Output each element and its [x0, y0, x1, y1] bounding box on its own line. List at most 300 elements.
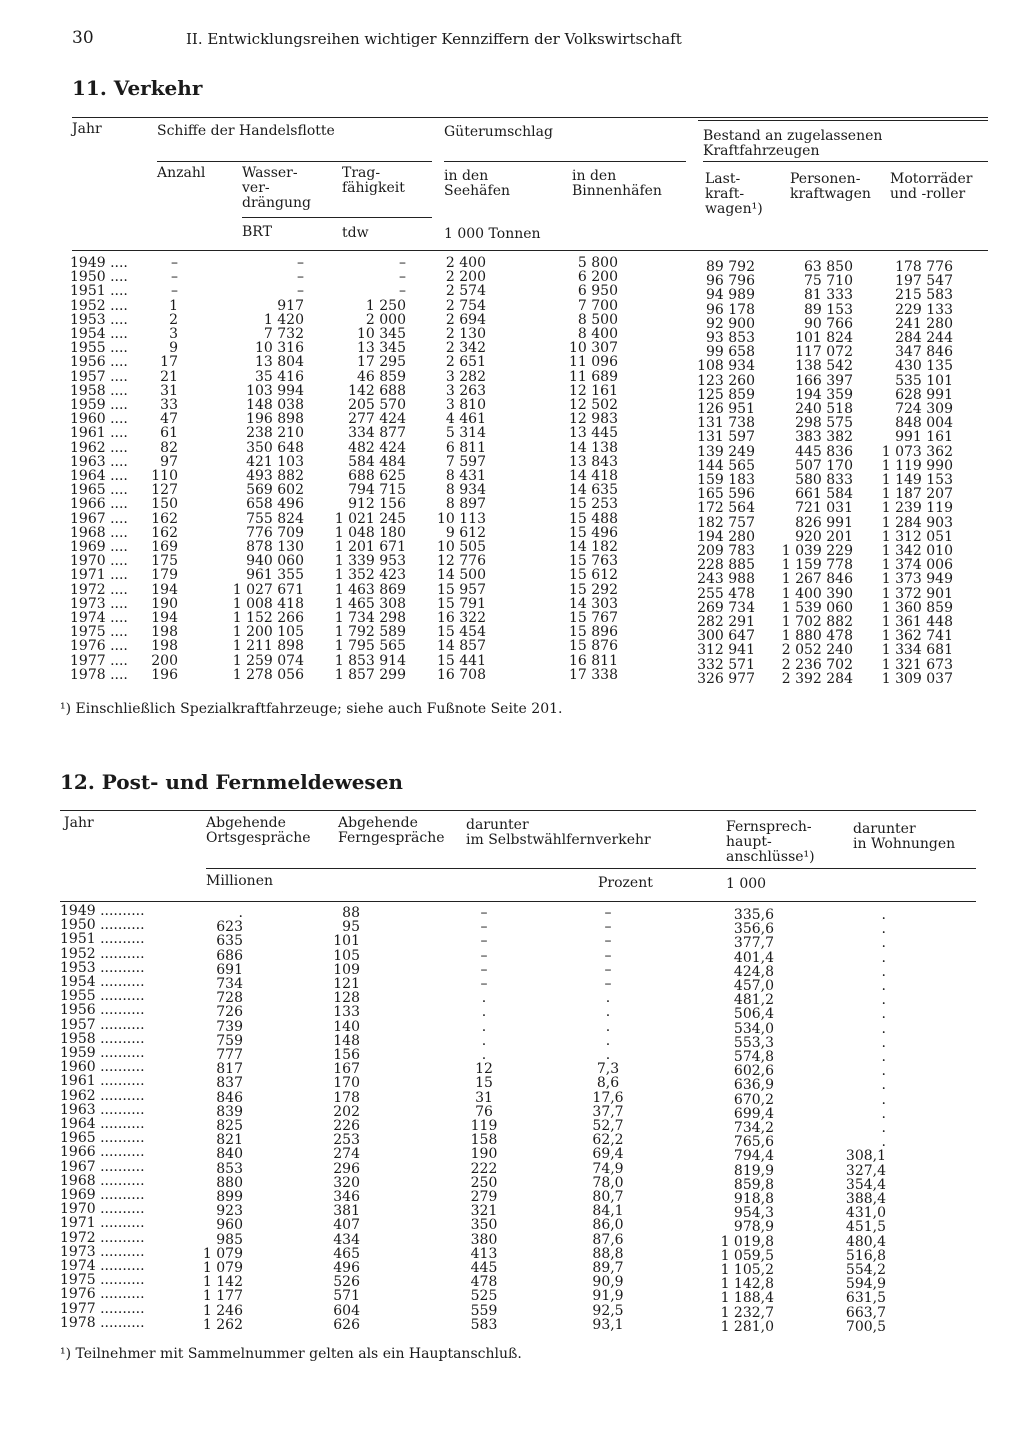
s11-col-motor-cell: 241 280 — [895, 315, 953, 332]
s12-col-haupt-cell: 506,4 — [733, 1006, 774, 1023]
s11-col-seehaefen-cell: 14 857 — [437, 638, 486, 655]
s12-col-wohnung-cell: . — [881, 907, 886, 923]
s11-col-motor — [870, 260, 953, 686]
s12-col-selbst-cell: 445 — [470, 1260, 498, 1277]
s12-col-orts-cell: . — [238, 905, 243, 921]
s12-col-jahr-cell: 1978 .......... — [60, 1314, 145, 1331]
s11-col-binnen-cell: 13 843 — [569, 453, 618, 470]
s11-col-seehaefen-cell: 2 574 — [445, 283, 486, 300]
s11-col-wasser-cell: 1 420 — [263, 311, 304, 328]
s11-col-wasser-cell: 1 027 671 — [232, 581, 304, 598]
s12-col-selbst-cell: 321 — [470, 1203, 498, 1220]
s12-col-selbst — [470, 906, 498, 1332]
s12-col-prozent-cell: . — [605, 990, 611, 1007]
s12-col-fern-cell: 496 — [333, 1260, 360, 1277]
s12-col-orts-cell: 728 — [216, 990, 243, 1007]
s11-col-pkw-cell: 298 575 — [795, 415, 853, 432]
s12-col-haupt-cell: 954,3 — [733, 1205, 774, 1222]
s12-col-fern-cell: 133 — [333, 1004, 360, 1021]
s12-col-jahr-cell: 1954 .......... — [60, 974, 145, 991]
s12-col-haupt-cell: 1 188,4 — [720, 1290, 774, 1307]
s12-col-jahr-cell: 1956 .......... — [60, 1002, 145, 1019]
s12-col-wohnung-cell: . — [881, 949, 886, 966]
s11-col-binnen-cell: 10 307 — [569, 340, 618, 357]
s11-col-motor-cell: 1 309 037 — [881, 670, 953, 687]
s11-col-pkw-cell: 75 710 — [804, 273, 853, 290]
s11-col-wasser — [200, 256, 304, 682]
s11-col-last-cell: 209 783 — [697, 543, 755, 560]
s11-col-seehaefen-cell: 4 461 — [445, 411, 486, 428]
s12-col-orts-cell: 1 177 — [202, 1288, 243, 1305]
s11-col-trag-cell: 277 424 — [348, 411, 406, 428]
s11-col-motor-cell: 1 312 051 — [881, 528, 953, 545]
s12-col-jahr-cell: 1975 .......... — [60, 1272, 145, 1289]
s12-col-orts-cell: 839 — [216, 1103, 243, 1120]
s11-col-jahr-cell: 1951 .... — [70, 283, 128, 300]
s11-col-seehaefen-cell: 12 776 — [437, 553, 486, 570]
s12-col-prozent — [592, 906, 624, 1332]
s12-col-selbst-cell: 119 — [470, 1118, 498, 1135]
s12-col-prozent-cell: 69,4 — [592, 1146, 624, 1163]
s12-head-haupt: Fernsprech- haupt- anschlüsse¹) — [726, 819, 815, 865]
s12-col-selbst-cell: 380 — [470, 1231, 498, 1248]
s11-col-motor-cell: 1 284 903 — [881, 514, 953, 531]
s12-col-orts-cell: 880 — [216, 1174, 243, 1191]
s11-unit-tdw: tdw — [342, 225, 369, 241]
s12-col-fern-cell: 226 — [333, 1118, 360, 1135]
s11-col-anzahl-cell: – — [171, 283, 178, 300]
s11-col-wasser-cell: – — [297, 255, 304, 271]
s11-col-anzahl — [140, 256, 178, 682]
s11-col-seehaefen-cell: 2 694 — [445, 311, 486, 328]
s12-col-orts-cell: 1 142 — [202, 1274, 243, 1291]
s11-head-bottom-rule — [72, 250, 988, 251]
s11-col-anzahl-cell: 162 — [151, 524, 178, 541]
s11-col-anzahl-cell: 175 — [151, 553, 178, 570]
s11-col-motor-cell: 1 187 207 — [881, 486, 953, 503]
s12-col-wohnung-cell: . — [881, 1034, 886, 1051]
s11-col-pkw-cell: 1 539 060 — [781, 599, 853, 616]
s11-col-jahr-cell: 1976 .... — [70, 638, 128, 655]
s12-col-prozent-cell: 78,0 — [592, 1174, 624, 1191]
s11-col-pkw-cell: 63 850 — [804, 259, 853, 275]
s11-col-last-cell: 94 989 — [706, 287, 755, 304]
s12-col-orts-cell: 821 — [216, 1132, 243, 1149]
s12-col-haupt-cell: 765,6 — [733, 1134, 774, 1151]
s12-col-selbst-cell: 413 — [470, 1245, 498, 1262]
s11-col-wasser-cell: 350 648 — [246, 439, 304, 456]
s11-col-anzahl-cell: 194 — [151, 610, 178, 627]
s11-col-binnen-cell: 13 445 — [569, 425, 618, 442]
s11-col-last-cell: 144 565 — [697, 457, 755, 474]
s11-col-motor-cell: 197 547 — [895, 273, 953, 290]
s12-col-prozent-cell: – — [604, 961, 612, 978]
s11-col-anzahl-cell: 198 — [151, 624, 178, 641]
s12-col-prozent-cell: 93,1 — [592, 1316, 624, 1333]
s11-col-wasser-cell: 1 211 898 — [232, 638, 304, 655]
s11-col-motor-cell: 229 133 — [895, 301, 953, 318]
s12-col-haupt-cell: 734,2 — [733, 1120, 774, 1137]
s12-col-selbst-cell: 15 — [475, 1075, 493, 1092]
s12-col-jahr-cell: 1977 .......... — [60, 1300, 145, 1317]
s12-col-orts-cell: 985 — [216, 1231, 243, 1248]
s12-col-fern-cell: 571 — [333, 1288, 360, 1305]
s11-col-pkw-cell: 1 400 390 — [781, 585, 853, 602]
s12-col-wohnung-cell: 354,4 — [845, 1176, 886, 1193]
s11-col-seehaefen-cell: 3 263 — [445, 382, 486, 399]
s11-col-motor-cell: 215 583 — [895, 287, 953, 304]
page-number: 30 — [72, 28, 94, 48]
s11-col-binnen-cell: 8 400 — [577, 326, 618, 343]
s12-col-orts-cell: 1 079 — [202, 1260, 243, 1277]
s12-col-orts-cell: 739 — [216, 1018, 243, 1035]
s12-col-haupt-cell: 819,9 — [733, 1162, 774, 1179]
s11-col-anzahl-cell: 17 — [160, 354, 178, 371]
s12-col-haupt-cell: 457,0 — [733, 978, 774, 995]
s12-col-jahr-cell: 1959 .......... — [60, 1045, 145, 1062]
s11-col-last-cell: 131 597 — [697, 429, 755, 446]
s12-col-selbst-cell: 222 — [470, 1160, 498, 1177]
s12-col-wohnung-cell: . — [881, 1091, 886, 1108]
s11-col-wasser-cell: 755 824 — [246, 510, 304, 527]
s11-col-motor-cell: 1 073 362 — [881, 443, 953, 460]
s11-col-binnen-cell: 15 763 — [569, 553, 618, 570]
s12-col-prozent-cell: 90,9 — [592, 1274, 624, 1291]
s12-col-haupt-cell: 574,8 — [733, 1049, 774, 1066]
s12-col-jahr-cell: 1973 .......... — [60, 1243, 145, 1260]
s12-col-haupt-cell: 424,8 — [733, 963, 774, 980]
s11-col-jahr-cell: 1962 .... — [70, 439, 128, 456]
s12-head-darunter1: darunter im Selbstwählfernverkehr — [466, 817, 651, 848]
s12-col-orts — [190, 906, 243, 1332]
s11-col-pkw-cell: 101 824 — [795, 330, 853, 347]
s11-col-motor-cell: 535 101 — [895, 372, 953, 389]
s11-col-trag-cell: – — [399, 269, 406, 286]
s12-col-wohnung-cell: 594,9 — [845, 1276, 886, 1293]
s12-col-wohnung-cell: 451,5 — [845, 1219, 886, 1236]
s12-col-wohnung-cell: . — [881, 1077, 886, 1094]
s12-col-selbst-cell: 525 — [470, 1288, 498, 1305]
s11-col-motor-cell: 991 161 — [895, 429, 953, 446]
s11-col-last-cell: 194 280 — [697, 528, 755, 545]
s12-col-prozent-cell: 89,7 — [592, 1260, 624, 1277]
s11-col-wasser-cell: – — [297, 269, 304, 286]
s11-col-pkw-cell: 507 170 — [795, 457, 853, 474]
s11-col-wasser-cell: 13 804 — [255, 354, 304, 371]
s11-col-binnen-cell: 5 800 — [577, 255, 618, 271]
s11-col-trag-cell: 1 250 — [365, 297, 406, 314]
s11-col-motor-cell: 1 334 681 — [881, 642, 953, 659]
s12-col-wohnung-cell: 388,4 — [845, 1191, 886, 1208]
s12-head-fern: Abgehende Ferngespräche — [338, 815, 445, 846]
s11-col-anzahl-cell: 33 — [160, 397, 178, 414]
s11-col-binnen-cell: 11 096 — [569, 354, 618, 371]
s12-col-fern-cell: 274 — [333, 1146, 360, 1163]
s11-col-seehaefen-cell: 3 810 — [445, 397, 486, 414]
s11-col-binnen-cell: 7 700 — [577, 297, 618, 314]
s11-col-wasser-cell: 569 602 — [246, 482, 304, 499]
s12-col-orts-cell: 623 — [216, 919, 243, 936]
s12-col-fern — [310, 906, 360, 1332]
s12-footnote: ¹) Teilnehmer mit Sammelnummer gelten als ein Hauptanschluß. — [60, 1346, 522, 1362]
s11-col-last-cell: 99 658 — [706, 344, 755, 361]
s11-col-binnen-cell: 14 182 — [569, 539, 618, 556]
s11-col-motor-cell: 724 309 — [895, 401, 953, 418]
s11-col-jahr-cell: 1970 .... — [70, 553, 128, 570]
s12-col-prozent-cell: 17,6 — [592, 1089, 624, 1106]
s12-top-rule — [60, 810, 976, 811]
s11-col-trag-cell: 912 156 — [348, 496, 406, 513]
s12-col-wohnung-cell: 327,4 — [845, 1162, 886, 1179]
s11-col-binnen-cell: 6 200 — [577, 269, 618, 286]
s11-col-binnen-cell: 17 338 — [569, 666, 618, 683]
s12-col-fern-cell: 178 — [333, 1089, 360, 1106]
s11-col-binnen-cell: 15 253 — [569, 496, 618, 513]
s12-col-jahr-cell: 1960 .......... — [60, 1059, 145, 1076]
s11-head-jahr: Jahr — [72, 121, 102, 137]
s11-col-wasser-cell: 148 038 — [246, 397, 304, 414]
s12-col-selbst-cell: . — [481, 1018, 487, 1035]
s11-col-anzahl-cell: 2 — [169, 311, 178, 328]
s12-col-wohnung-cell: 700,5 — [845, 1318, 886, 1335]
s11-col-wasser-cell: 238 210 — [246, 425, 304, 442]
s11-col-last-cell: 269 734 — [697, 599, 755, 616]
s12-col-jahr-cell: 1969 .......... — [60, 1187, 145, 1204]
s11-col-jahr-cell: 1949 .... — [70, 255, 128, 271]
s11-col-trag-cell: 17 295 — [357, 354, 406, 371]
s12-col-wohnung-cell: . — [881, 921, 886, 938]
s11-col-last-cell: 92 900 — [706, 315, 755, 332]
s11-col-binnen-cell: 6 950 — [577, 283, 618, 300]
s12-col-orts-cell: 1 246 — [202, 1302, 243, 1319]
s12-col-wohnung-cell: 431,0 — [845, 1205, 886, 1222]
s12-col-selbst-cell: 31 — [475, 1089, 493, 1106]
s12-col-haupt — [690, 908, 774, 1334]
s11-col-pkw-cell: 117 072 — [795, 344, 853, 361]
s12-col-jahr-cell: 1966 .......... — [60, 1144, 145, 1161]
s11-rule-schiffe — [157, 161, 432, 162]
s11-col-jahr-cell: 1965 .... — [70, 482, 128, 499]
s11-head-last: Last- kraft- wagen¹) — [705, 171, 763, 217]
s11-col-trag-cell: 1 339 953 — [334, 553, 406, 570]
s12-col-fern-cell: 140 — [333, 1018, 360, 1035]
s11-col-wasser-cell: 1 008 418 — [232, 595, 304, 612]
s11-col-seehaefen-cell: 14 500 — [437, 567, 486, 584]
s11-col-last-cell: 131 738 — [697, 415, 755, 432]
s12-col-orts-cell: 960 — [216, 1217, 243, 1234]
s12-col-haupt-cell: 1 059,5 — [720, 1247, 774, 1264]
s12-col-wohnung — [840, 908, 886, 1334]
s11-col-seehaefen-cell: 7 597 — [445, 453, 486, 470]
s11-col-seehaefen-cell: 6 811 — [445, 439, 486, 456]
s11-col-motor-cell: 1 321 673 — [881, 656, 953, 673]
s11-col-wasser-cell: 7 732 — [263, 326, 304, 343]
s12-rule-units — [206, 868, 976, 869]
s12-col-prozent-cell: . — [605, 1047, 611, 1064]
s11-col-jahr-cell: 1969 .... — [70, 539, 128, 556]
s12-col-selbst-cell: – — [480, 919, 488, 936]
s11-col-motor-cell: 347 846 — [895, 344, 953, 361]
s12-col-wohnung-cell: 516,8 — [845, 1247, 886, 1264]
s11-col-binnen-cell: 15 488 — [569, 510, 618, 527]
s11-col-wasser-cell: 776 709 — [246, 524, 304, 541]
s11-col-motor-cell: 1 149 153 — [881, 472, 953, 489]
s12-col-wohnung-cell: . — [881, 963, 886, 980]
s11-head-wasser: Wasser- ver- drängung — [242, 165, 311, 211]
s12-col-haupt-cell: 1 142,8 — [720, 1276, 774, 1293]
s11-col-anzahl-cell: 190 — [151, 595, 178, 612]
s11-head-binnen: in den Binnenhäfen — [572, 168, 662, 199]
s11-col-wasser-cell: 1 200 105 — [232, 624, 304, 641]
s11-col-binnen-cell: 14 138 — [569, 439, 618, 456]
s11-col-seehaefen-cell: 8 897 — [445, 496, 486, 513]
s11-col-binnen-cell: 15 876 — [569, 638, 618, 655]
s11-col-trag-cell: 584 484 — [348, 453, 406, 470]
s11-col-wasser-cell: 103 994 — [246, 382, 304, 399]
s11-col-seehaefen-cell: 8 431 — [445, 468, 486, 485]
s12-col-fern-cell: 346 — [333, 1189, 360, 1206]
s12-col-prozent-cell: 86,0 — [592, 1217, 624, 1234]
s11-head-gueter: Güterumschlag — [444, 124, 553, 140]
s11-col-seehaefen-cell: 2 400 — [445, 255, 486, 271]
s11-col-anzahl-cell: 9 — [169, 340, 178, 357]
s12-col-orts-cell: 635 — [216, 933, 243, 950]
s12-col-fern-cell: 202 — [333, 1103, 360, 1120]
s11-col-binnen-cell: 15 292 — [569, 581, 618, 598]
s12-col-haupt-cell: 1 232,7 — [720, 1304, 774, 1321]
s11-rule-gueter — [444, 161, 686, 162]
s11-col-trag-cell: 2 000 — [365, 311, 406, 328]
s11-col-seehaefen-cell: 2 342 — [445, 340, 486, 357]
s11-col-anzahl-cell: 169 — [151, 539, 178, 556]
s12-col-selbst-cell: 478 — [470, 1274, 498, 1291]
s11-col-jahr-cell: 1964 .... — [70, 468, 128, 485]
s11-col-anzahl-cell: 198 — [151, 638, 178, 655]
s11-col-last-cell: 96 178 — [706, 301, 755, 318]
s11-head-trag: Trag- fähigkeit — [342, 165, 405, 196]
s11-col-seehaefen-cell: 15 454 — [437, 624, 486, 641]
s12-col-jahr — [60, 904, 200, 1330]
s11-col-trag-cell: 205 570 — [348, 397, 406, 414]
s11-col-last-cell: 312 941 — [697, 642, 755, 659]
s12-col-fern-cell: 128 — [333, 990, 360, 1007]
s12-col-haupt-cell: 1 019,8 — [720, 1233, 774, 1250]
s11-col-trag-cell: 1 463 869 — [334, 581, 406, 598]
s11-col-motor-cell: 628 991 — [895, 386, 953, 403]
s11-col-pkw-cell: 1 039 229 — [781, 543, 853, 560]
s12-col-haupt-cell: 377,7 — [733, 935, 774, 952]
s11-col-last-cell: 300 647 — [697, 628, 755, 645]
s11-col-trag-cell: 334 877 — [348, 425, 406, 442]
s12-col-selbst-cell: . — [481, 1047, 487, 1064]
s11-col-pkw-cell: 240 518 — [795, 401, 853, 418]
s12-col-fern-cell: 407 — [333, 1217, 360, 1234]
s11-col-seehaefen-cell: 3 282 — [445, 368, 486, 385]
s11-head-schiffe: Schiffe der Handelsflotte — [157, 123, 335, 139]
s11-col-pkw-cell: 661 584 — [795, 486, 853, 503]
s11-col-last-cell: 125 859 — [697, 386, 755, 403]
s11-unit-tonnen: 1 000 Tonnen — [444, 226, 541, 242]
s12-col-jahr-cell: 1972 .......... — [60, 1229, 145, 1246]
s11-col-jahr-cell: 1963 .... — [70, 453, 128, 470]
s11-col-jahr-cell: 1958 .... — [70, 382, 128, 399]
s12-col-wohnung-cell: 308,1 — [845, 1148, 886, 1165]
s11-col-motor-cell: 178 776 — [895, 259, 953, 275]
s11-col-pkw-cell: 138 542 — [795, 358, 853, 375]
s11-col-jahr-cell: 1950 .... — [70, 269, 128, 286]
s12-col-haupt-cell: 602,6 — [733, 1063, 774, 1080]
s11-col-seehaefen-cell: 15 957 — [437, 581, 486, 598]
s11-col-jahr-cell: 1956 .... — [70, 354, 128, 371]
s11-col-jahr-cell: 1966 .... — [70, 496, 128, 513]
s12-col-selbst-cell: 583 — [470, 1316, 498, 1333]
s12-col-wohnung-cell: . — [881, 992, 886, 1009]
section-11-title: 11. Verkehr — [72, 76, 203, 100]
s11-col-binnen-cell: 8 500 — [577, 311, 618, 328]
s11-col-last-cell: 159 183 — [697, 472, 755, 489]
s11-col-seehaefen-cell: 15 791 — [437, 595, 486, 612]
s11-col-anzahl-cell: 194 — [151, 581, 178, 598]
s11-col-last-cell: 228 885 — [697, 557, 755, 574]
s12-col-haupt-cell: 699,4 — [733, 1105, 774, 1122]
s11-col-motor-cell: 1 361 448 — [881, 614, 953, 631]
s11-col-jahr-cell: 1972 .... — [70, 581, 128, 598]
s11-col-binnen-cell: 15 612 — [569, 567, 618, 584]
s12-head-jahr: Jahr — [64, 815, 94, 831]
s11-col-wasser-cell: 493 882 — [246, 468, 304, 485]
s11-col-seehaefen-cell: 15 441 — [437, 652, 486, 669]
s11-col-pkw-cell: 81 333 — [804, 287, 853, 304]
s12-col-fern-cell: 95 — [342, 919, 360, 936]
s12-col-haupt-cell: 534,0 — [733, 1020, 774, 1037]
s12-col-selbst-cell: – — [480, 933, 488, 950]
s11-col-jahr-cell: 1971 .... — [70, 567, 128, 584]
s12-col-prozent-cell: 37,7 — [592, 1103, 624, 1120]
s11-col-motor-cell: 1 342 010 — [881, 543, 953, 560]
s11-col-last-cell: 165 596 — [697, 486, 755, 503]
s12-col-selbst-cell: . — [481, 990, 487, 1007]
s11-col-pkw-cell: 1 702 882 — [781, 614, 853, 631]
s11-col-anzahl-cell: 179 — [151, 567, 178, 584]
s11-col-trag-cell: 794 715 — [348, 482, 406, 499]
s11-col-last-cell: 243 988 — [697, 571, 755, 588]
s12-col-fern-cell: 121 — [333, 976, 360, 993]
s12-col-prozent-cell: 8,6 — [596, 1075, 620, 1092]
s11-rule-units — [242, 217, 432, 218]
s11-col-motor-cell: 1 360 859 — [881, 599, 953, 616]
s12-col-fern-cell: 381 — [333, 1203, 360, 1220]
s12-col-orts-cell: 691 — [216, 961, 243, 978]
s12-col-prozent-cell: – — [604, 976, 612, 993]
s11-col-trag-cell: 1 853 914 — [334, 652, 406, 669]
s12-col-jahr-cell: 1961 .......... — [60, 1073, 145, 1090]
s11-col-pkw-cell: 89 153 — [804, 301, 853, 318]
s12-col-orts-cell: 759 — [216, 1032, 243, 1049]
s12-col-prozent-cell: – — [604, 919, 612, 936]
s12-col-wohnung-cell: 663,7 — [845, 1304, 886, 1321]
s12-col-jahr-cell: 1970 .......... — [60, 1201, 145, 1218]
s11-col-jahr-cell: 1975 .... — [70, 624, 128, 641]
s12-col-fern-cell: 320 — [333, 1174, 360, 1191]
s12-col-prozent-cell: . — [605, 1004, 611, 1021]
s11-col-pkw — [770, 260, 853, 686]
s11-col-wasser-cell: 940 060 — [246, 553, 304, 570]
s12-col-fern-cell: 465 — [333, 1245, 360, 1262]
s11-col-motor-cell: 1 373 949 — [881, 571, 953, 588]
s11-col-pkw-cell: 2 052 240 — [781, 642, 853, 659]
s11-col-jahr-cell: 1968 .... — [70, 524, 128, 541]
s12-head-bottom-rule — [60, 901, 976, 902]
